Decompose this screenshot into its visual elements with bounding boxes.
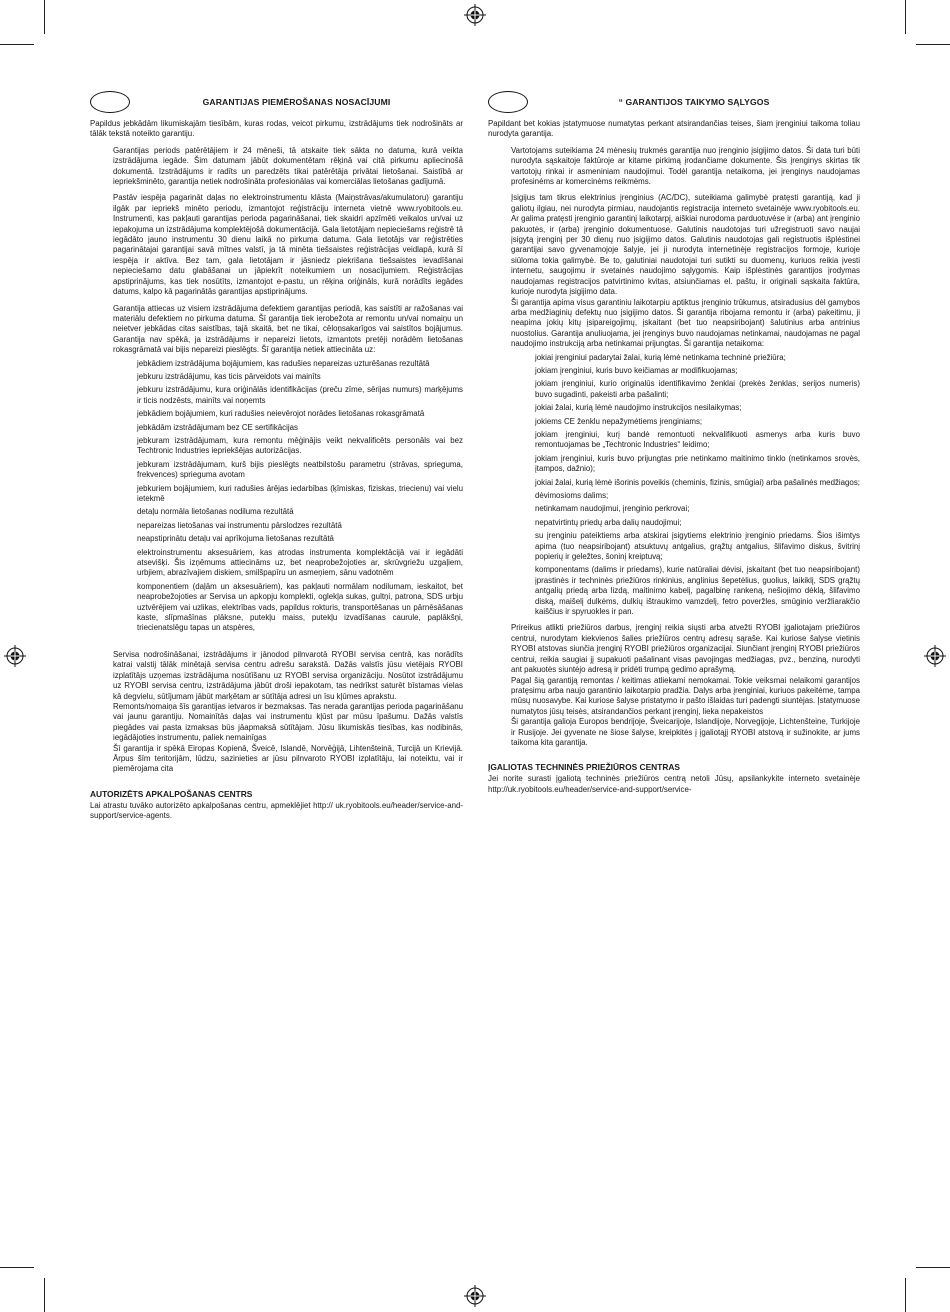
left-exclusion: jebkuru izstrādājumu, kura oriģinālās identifikācijas (preču zīme, sērijas numurs) marķējums ir ticis nodzēsts, mainīts vai noņemts	[137, 385, 463, 405]
left-exclusion: jebkādiem bojājumiem, kuri radušies neievērojot norādes lietošanas rokasgrāmatā	[137, 409, 425, 419]
right-exclusion: jokiai žalai, kurią lėmė naudojimo instrukcijos nesilaikymas;	[535, 403, 742, 413]
left-paragraph: Garantija attiecas uz visiem izstrādājuma defektiem garantijas periodā, kas saistīti ar ražošanas vai materiālu defektiem no pirkuma datuma. Šī garantija tiek ierobežota ar remontu un/vai nomaiņu un neietver jebkādas citas saistības, tajā skaitā, bet ne tikai, cēloņsakarīgos vai saistītos bojājumus. Garantija nav spēkā, ja izstrādājums ir nepareizi lietots, izmantots pretēji norādēm lietošanas rokasgrāmatā vai bijis nepareizi pieslēgts. Šī garantija netiek attiecināta uz:	[113, 303, 463, 355]
right-intro: Papildant bet kokias įstatymuose numatytas perkant atsirandančias teises, šiam įrenginiui taikoma toliau nurodyta garantija.	[488, 119, 860, 139]
left-heading: GARANTIJAS PIEMĒROŠANAS NOSACĪJUMI	[202, 97, 391, 107]
crop-mark	[0, 44, 34, 45]
right-exclusion: jokiam įrenginiui, kuris buvo prijungtas prie netinkamo maitinimo tinklo (netinkamos srovės, įtampos, dažnio);	[535, 453, 860, 474]
right-exclusion: jokiam įrenginiui, kurį bandė remontuoti nekvalifikuoti asmenys arba kuris buvo remontuojamas be „Techtronic Industries“ leidimo;	[535, 429, 860, 450]
left-paragraph: Garantijas periods patērētājiem ir 24 mēneši, tā atskaite tiek sākta no datuma, kurā veikta izstrādājuma iegāde. Šim datumam jābūt dokumentētam rēķinā vai citā pirkumu apliecinošā dokumentā. Izstrādājums ir radīts un paredzēts tikai patērētāja privātai lietošanai. Saistībā ar iepriekšminēto, garantija netiek nodrošināta profesionālas vai komerciālas lietošanas gadījumā.	[113, 145, 463, 187]
left-exclusion: komponentiem (daļām un aksesuāriem), kas pakļauti normālam nodilumam, ieskaitot, bet neaprobežojoties ar Servisa un apkopju komplekti, oglekļa sukas, gultņi, patrona, SDS urbju uztvērējiem vai uzlikas, elektrības vads, papildus rokturis, transportēšanas un pārnēsāšanas kaste, slīpmašīnas plāksne, putekļu maiss, putekļu izvadīšanas caurule, paplākšņi, triecienatslēgu tapas un atspères,	[137, 581, 463, 633]
left-heading-row	[90, 88, 463, 116]
left-service-paragraph: Šī garantija ir spēkā Eiropas Kopienā, Šveicē, Islandē, Norvēģijā, Lihtenšteinā, Turcijā un Krievijā. Ārpus šīm teritorijām, lūdzu, sazinieties ar jūsu pilnvaroto RYOBI izplatītāju, lai noteiktu, vai ir piemērojama cita	[113, 743, 463, 774]
right-service-paragraph: Prireikus atlikti priežiūros darbus, įrenginį reikia siųsti arba atvežti RYOBI įgaliotajam priežiūros centrui, nurodytam kiekvienos šalies priežiūros centrų adresų sąraše. Kai kuriose šalyse vietinis RYOBI atstovas siunčia įrenginį RYOBI priežiūros organizacijai. Siunčiant įrenginį RYOBI priežiūros centrui, reikia saugiai jį supakuoti pašalinant visas pavojingas medžiagas, pvz., benziną, nurodyti ant pakuotės siuntėjo adresą ir pridėti trumpą gedimo aprašymą.	[511, 623, 860, 675]
crop-mark	[905, 1278, 906, 1312]
right-exclusion: komponentams (dalims ir priedams), kurie natūraliai dėvisi, įskaitant (bet tuo neapsiribojant) įprastinės ir techninės priežiūros rinkinius, anglinius šepetėlius, guolius, laikiklį, SDS grąžtų antgalių priedą arba lizdą, maitinimo kabelį, pagalbinę rankeną, nešiojimo dėklą, šlifavimo diską, maišelį dulkėms, dulkių ištraukimo vamzdelį, fetro poveržles, smūginio veržliarakčio kaiščius ir spyruokles ir pan.	[535, 565, 860, 617]
crop-mark	[905, 0, 906, 34]
left-service-paragraph: Servisa nodrošināšanai, izstrādājums ir jānodod pilnvarotā RYOBI servisa centrā, kas norādīts katrai valstij tālāk minētajā servisa centru adrešu sarakstā. Dažās valstīs jūsu vietējais RYOBI izplatītājs uzņemas izstrādājuma nosūtīšanu uz RYOBI servisa organizāciju. Nosūtot izstrādājumu uz RYOBI servisa centru, izstrādājuma jābūt droši iepakotam, tas nedrīkst saturēt bīstamas vielas kā degvielu, sūtījumam jābūt marķētam ar sūtītāja adresi un īsu kļūmes aprakstu.	[113, 649, 463, 701]
right-exclusion: dėvimosioms dalims;	[535, 491, 609, 500]
left-exclusion: jebkuriem bojājumiem, kuri radušies ārējas iedarbības (ķīmiskas, fiziskas, triecienu) vai vielu ietekmē	[137, 483, 463, 503]
right-service-center-text: Jei norite surasti įgaliotą techninės priežiūros centrą netoli Jūsų, apsilankykite interneto svetainėje http://uk.ryobitools.eu/header/service-and-support/service-	[488, 774, 860, 794]
left-exclusion: jebkādiem izstrādājuma bojājumiem, kas radušies nepareizas uzturēšanas rezultātā	[137, 358, 430, 368]
right-heading: “ GARANTIJOS TAIKYMO SĄLYGOS	[618, 97, 770, 107]
left-column	[90, 88, 463, 822]
left-exclusion: elektroinstrumentu aksesuāriem, kas atrodas instrumenta komplektācijā vai ir iegādāti atsevišķi. Šis izņēmums attiecināms uz, bet neaprobežojoties ar, skrūvgriežu uzgaļiem, urbjiem, abrazīvajiem diskiem, smilšpapīru un asmeņiem, sānu vadotnēm	[137, 547, 463, 578]
right-paragraph: Ši garantija apima visus garantiniu laikotarpiu aptiktus įrenginio trūkumus, atsiradusius dėl gamybos arba medžiaginių defektų nuo įsigijimo datos. Ši garantija ribojama remontu ir (arba) pakeitimu, ji neapima jokių kitų įsipareigojimų, įskaitant (bet tuo neapsiribojant) šalutinius arba antrinius nuostolius. Garantija anuliuojama, jei įrenginys buvo naudojamas netinkamai, naudojamas ne pagal naudojimo instrukciją arba netinkamai prijungtas. Ši garantija netaikoma:	[511, 297, 860, 349]
right-exclusion: jokiai žalai, kurią lėmė išorinis poveikis (cheminis, fizinis, smūgiai) arba pašalinės medžiagos;	[535, 477, 860, 487]
language-oval-icon	[488, 91, 528, 113]
right-service-center-title: ĮGALIOTAS TECHNINĖS PRIEŽIŪROS CENTRAS	[488, 762, 681, 773]
right-service-paragraph: Ši garantija galioja Europos bendrijoje, Šveicarijoje, Islandijoje, Norvegijoje, Lichtenšteine, Turkijoje ir Rusijoje. Jei gyvenate ne šiose šalyse, kreipkitės į įgaliotąjį RYOBI atstovą ir sužinokite, ar jums taikoma kita garantija.	[511, 717, 860, 747]
left-exclusion: detaļu normāla lietošanas nodiluma rezultātā	[137, 507, 294, 517]
registration-mark-icon	[4, 645, 26, 667]
right-paragraph: Įsigijus tam tikrus elektrinius įrenginius (AC/DC), suteikiama galimybė pratęsti garantiją, kad ji galiotų ilgiau, nei nurodyta pirmiau, naudojantis registracija interneto svetainėje www.ryobitools.eu. Ar galima pratęsti įrenginio garantinį laikotarpį, aiškiai nurodoma parduotuvėse ir (arba) ant įrenginio pakuotės, ir (arba) įrenginio dokumentuose. Galutinis naudotojas turi užregistruoti savo naujai įsigytą įrenginį per 30 dienų nuo įsigijimo datos. Galutinis naudotojas gali registruotis išplėstinei garantijai savo gyvenamojoje šalyje, jei ji nurodyta internetinėje registracijos formoje, kurioje siūloma tokia galimybė. Be to, galutiniai naudotojai turi sutikti su duomenų, kuriuos reikia įvesti internetu, saugojimu ir svetainės naudojimo sąlygomis. Kaip išplėstinės garantijos įrodymas naudojamas registracijos patvirtinimo kvitas, atsiunčiamas el. paštu, ir originali sąskaita faktūra, kurioje nurodyta įsigijimo data.	[511, 193, 860, 297]
left-exclusion: jebkuram izstrādājumam, kurš bijis pieslēgts neatbilstošu parametru (strāvas, sprieguma, frekvences) spriegumа avotam	[137, 459, 463, 480]
left-exclusion: jebkādām izstrādājumam bez CE sertifikācijas	[137, 422, 298, 432]
crop-mark	[916, 44, 950, 45]
left-service-center-title: AUTORIZĒTS APKALPOŠANAS CENTRS	[90, 788, 253, 799]
left-exclusion: neapstiprinātu detaļu vai aprīkojuma lietošanas rezultātā	[137, 534, 334, 544]
left-exclusion: nepareizas lietošanas vai instrumentu pārslodzes rezultātā	[137, 520, 342, 530]
registration-mark-icon	[464, 1285, 486, 1307]
right-heading-row	[488, 88, 860, 116]
right-exclusion: jokiam įrenginiui, kurio originalūs identifikavimo ženklai (prekės ženklas, serijos numeris) buvo sugadinti, pakeisti arba pašalinti;	[535, 379, 860, 399]
right-exclusion: jokiems CE ženklu nepažymėtiems įrenginiams;	[535, 416, 703, 426]
crop-mark	[916, 1267, 950, 1268]
right-exclusion: jokiam įrenginiui, kuris buvo keičiamas ar modifikuojamas;	[535, 365, 738, 375]
left-exclusion: jebkuram izstrādājumam, kura remontu mēģinājis veikt nekvalificēts personāls vai bez Techtronic Industries iepriekšējas autorizācijas.	[137, 435, 463, 456]
crop-mark	[44, 1278, 45, 1312]
left-service-paragraph: Remonts/nomaiņa šīs garantijas ietvaros ir bezmaksas. Tas nerada garantijas perioda pagarināšanu vai jaunu garantiju. Nomainītās daļas vai instrumentu kļūst par mūsu īpašumu. Dažās valstīs piegādes vai pasta izmaksas būs jāapmaksā sūtītājam. Jūsu likumiskās tiesības, kas nodibinās, iegādājoties instrumentu, paliek nemainīgas	[113, 701, 463, 743]
registration-mark-icon	[464, 4, 486, 26]
spacer	[90, 634, 463, 644]
registration-mark-icon	[924, 645, 946, 667]
language-oval-icon	[90, 91, 130, 113]
crop-mark	[0, 1267, 34, 1268]
right-exclusion: su įrenginiu pateiktiems arba atskirai įsigytiems elektrinio įrenginio priedams. Šios išimtys apima (tuo neapsiribojant) atsuktuvų antgalius, grąžtų antgalius, šlifavimo diskus, švitrinį popierių ir geležtes, šoninį kreiptuvą;	[535, 531, 860, 562]
right-column	[488, 88, 860, 795]
left-service-center-text: Lai atrastu tuvāko autorizēto apkalpošanas centru, apmeklējiet http:// uk.ryobitools.eu/header/service-and-support/service-agents.	[90, 800, 463, 821]
right-paragraph: Vartotojams suteikiama 24 mėnesių trukmės garantija nuo įrenginio įsigijimo datos. Ši data turi būti nurodyta sąskaitoje faktūroje ar kitame pirkimą įrodančiame dokumente. Šis įrenginys skirtas tik vartotojų rinkai ir asmeniniam naudojimui. Todėl garantija netaikoma, jei įrenginys naudojamas profesinėms ar komercinėms reikmėms.	[511, 145, 860, 187]
left-paragraph: Pastāv iespēja pagarināt daļas no elektroinstrumentu klāsta (Maiņstrāvas/akumulatoru) garantiju ilgāk par iepriekš minēto periodu, izmantojot reģistrāciju interneta vietnē www.ryobitools.eu. Instrumenti, kas pakļauti garantijas perioda pagarināšanai, tiek skaidri apzīmēti veikalos un/vai uz iepakojuma un izstrādājuma komplektējošā dokumentācijā. Gala lietotājam nepieciešams reģistrē tā iegādāto jauno instrumentu 30 dienu laikā no pirkuma datuma. Gala lietotājs var reģistrēties pagarinātajai garantijai savā mītnes valstī, ja tā minēta tiešsaistes reģistrācijas veidlapā, kurā šī iespēja ir aktīva. Bez tam, gala lietotājam ir jāsniedz piekrišana tiešsaistes ievadīšanai nepieciešamo datu glabāšanai un jāpiekrīt noteikumiem un nosacījumiem. Reģistrācijas apstiprinājums, kas tiek nosūtīts, izmantojot e-pastu, un rēķina oriģināls, kurā norādīts iegādes datums, kalpo kā pagarinātās garantijas apstiprinājums.	[113, 193, 463, 297]
left-intro: Papildus jebkādām likumiskajām tiesībām, kuras rodas, veicot pirkumu, izstrādājums tiek nodrošināts ar tālāk tekstā noteikto garantiju.	[90, 119, 463, 139]
right-exclusion: nepatvirtintų priedų arba dalių naudojimui;	[535, 517, 682, 527]
right-service-paragraph: Pagal šią garantiją remontas / keitimas atliekami nemokamai. Tokie veiksmai nelaikomi garantijos pratęsimu arba naujo garantinio laikotarpio pradžia. Dalys arba įrenginiai, kuriuos pakeitėme, tampa mūsų nuosavybe. Kai kuriose šalyse pristatymo ir pašto išlaidas turi padengti siuntėjas. Įstatymuose numatytos jūsų teisės, atsirandančios perkant įrenginį, lieka nepakeistos	[511, 675, 860, 716]
right-exclusion: netinkamam naudojimui, įrenginio perkrovai;	[535, 504, 690, 514]
crop-mark	[44, 0, 45, 34]
left-exclusion: jebkuru izstrādājumu, kas ticis pārveidots vai mainīts	[137, 371, 321, 381]
right-exclusion: jokiai įrenginiui padarytai žalai, kurią lėmė netinkama techninė priežiūra;	[535, 352, 786, 362]
